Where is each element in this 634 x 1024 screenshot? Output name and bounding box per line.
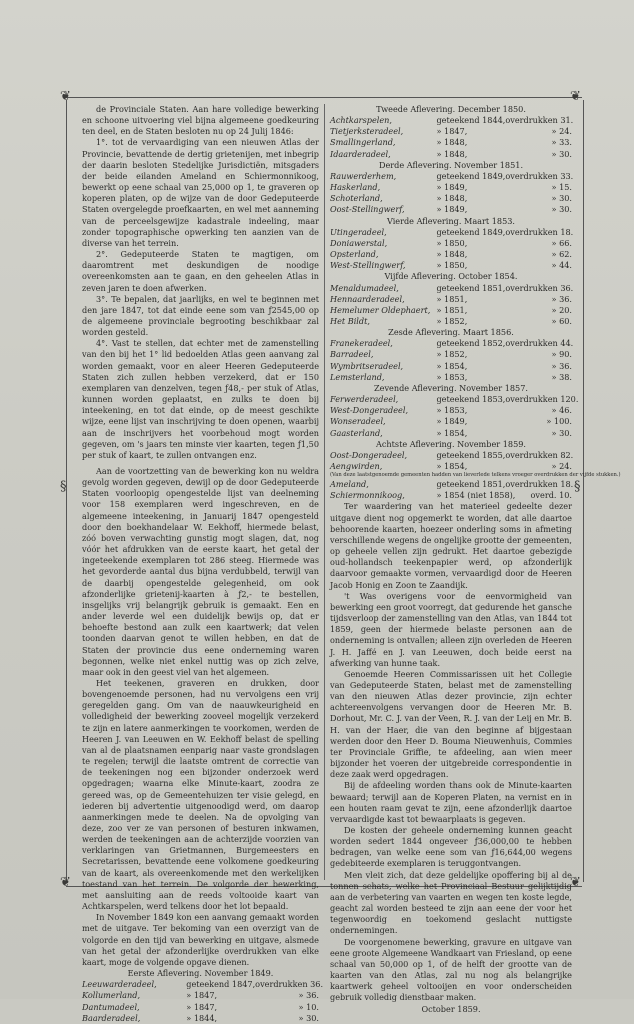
municipality-name: Baarderadeel, bbox=[82, 1012, 141, 1023]
section-heading: Tweede Aflevering. December 1850. bbox=[376, 104, 526, 114]
corner-ornament-bottom-right: ❦ bbox=[570, 875, 581, 890]
municipality-name: West-Dongeradeel, bbox=[330, 405, 409, 416]
municipality-name: Schiermonnikoog, bbox=[330, 490, 405, 501]
municipality-details bbox=[186, 990, 319, 1001]
paragraph: de Provinciale Staten. Aan hare volledige bewerking en schoone uitvoering viel bijna algemeene goedkeuring ten deel, en de Staten besloten nu op 24 Julij 1846: bbox=[82, 104, 319, 137]
paragraph: 3°. Te bepalen, dat jaarlijks, en wel te beginnen met den jare 1847, tot dat einde eene som van ƒ2545,00 op de algemeene provinciale begrooting beschikbaar zal worden gesteld. bbox=[82, 293, 319, 338]
paragraph: 4°. Vast te stellen, dat echter met de zamenstelling van den bij het 1° lid bedoelden Atlas geen aanvang zal worden gemaakt, voor en aleer Heeren Gedeputeerde Staten zich zullen hebben verzekerd, dat er 150 exemplaren van denzelven, tegen ƒ48,- per stuk of Atlas, kunnen worden geplaatst, en zulks te doen bij inteekening, en tot dat einde, op de meest geschikte wijze, eene lijst van inschrijving te doen openen, waarbij aan de inschrijvers het voorbehoud mogt worden gegeven, om 's jaars ten minste vier kaarten, tegen ƒ1,50 per stuk of kaart, te zullen ontvangen enz. bbox=[82, 338, 319, 460]
municipality-name: Franekeradeel, bbox=[330, 338, 393, 349]
municipality-details bbox=[436, 171, 573, 182]
drawn-year: » 1848, bbox=[436, 249, 468, 260]
list-item bbox=[330, 126, 572, 137]
corner-ornament-bottom-left: ❦ bbox=[60, 875, 71, 890]
section-heading: Eerste Aflevering. November 1849. bbox=[127, 968, 274, 979]
drawn-year: » 1848, bbox=[436, 193, 468, 204]
drawn-year: » 1851, bbox=[436, 293, 468, 304]
list-item bbox=[330, 416, 572, 427]
offprint-count: » 10. bbox=[298, 1001, 319, 1012]
paragraph: De kosten der geheele onderneming kunnen geacht worden sedert 1844 ongeveer ƒ36,000,00 te hebben bedragen, van welke eene som van ƒ16,644,00 wegens gedebiteerde exemplaren is teruggontvangen. bbox=[330, 825, 572, 869]
paragraph: Genoemde Heeren Commissarissen uit het Collegie van Gedeputeerde Staten, belast met de zamenstelling van den nieuwen Atlas dezer provincie, zijn echter achtereenvolgens vervangen door de Heeren Mr. B. Dorhout, Mr. C. J. van der Veen, R. J. van der Leij en Mr. B. H. van der Haer, die van den beginne af bijgestaan werden door den Heer D. Bouma Nieuwenhuis, Commies ter Provinciale Griffie, te afdeeling, aan wien meer bijzonder het voeren der uitgebreide correspondentie in deze zaak werd opgedragen. bbox=[330, 668, 572, 780]
municipality-name: Hemelumer Oldephaert, bbox=[330, 304, 431, 315]
list-item bbox=[330, 479, 572, 490]
list-item bbox=[330, 305, 572, 316]
municipality-name: Wonseradeel, bbox=[330, 416, 386, 427]
drawn-year: geteekend 1852, bbox=[436, 338, 506, 349]
list-item bbox=[330, 316, 572, 327]
corner-ornament-top-right: ❦ bbox=[570, 89, 581, 104]
paragraph: 't Was overigens voor de eenvormigheid van bewerking een groot voorregt, dat gedurende het gansche tijdsverloop der zamenstelling van den Atlas, van 1844 tot 1859, geen der hiermede belaste personen aan de onderneming is ontvallen; alleen zijn overleden de Heeren J. H. Jaffé en J. van Leeuwen, doch beide eerst na afwerking van hunne taak. bbox=[330, 590, 572, 668]
offprint-count: overdrukken 36. bbox=[255, 979, 324, 990]
offprint-count: overdrukken 44. bbox=[505, 338, 574, 349]
offprint-count: » 30. bbox=[551, 148, 572, 159]
drawn-year: » 1854, bbox=[436, 461, 468, 471]
municipality-name: Menaldumadeel, bbox=[330, 282, 399, 293]
list-item bbox=[330, 361, 572, 372]
offprint-count: » 36. bbox=[551, 360, 572, 371]
offprint-count: overdrukken 120. bbox=[505, 394, 579, 405]
list-item bbox=[330, 137, 572, 148]
drawn-year: geteekend 1855, bbox=[436, 449, 506, 460]
offprint-count: » 90. bbox=[551, 349, 572, 360]
section-heading: Vijfde Aflevering. October 1854. bbox=[384, 271, 518, 282]
municipality-name: Hennaarderadeel, bbox=[330, 293, 405, 304]
offprint-count: » 62. bbox=[551, 249, 572, 260]
list-item bbox=[82, 1013, 319, 1024]
municipality-name: Smallingerland, bbox=[330, 137, 396, 148]
section-heading: Derde Aflevering. November 1851. bbox=[378, 159, 524, 170]
municipality-name: Kollumerland, bbox=[82, 990, 141, 1001]
list-item bbox=[330, 260, 572, 271]
drawn-year: » 1854, bbox=[436, 427, 468, 438]
municipality-name: Leeuwarderadeel, bbox=[82, 979, 157, 990]
side-ornament-left: § bbox=[60, 479, 67, 494]
municipality-details bbox=[436, 316, 572, 327]
drawn-year: » 1849, bbox=[436, 416, 468, 427]
offprint-count: » 15. bbox=[551, 182, 572, 193]
municipality-name: Barradeel, bbox=[330, 349, 374, 360]
footnote: (Van deze laatstgenoemde gemeenten hadden van lieverlede telkens vroeger overdrukken der vijfde stukken.) bbox=[330, 472, 621, 479]
municipality-details bbox=[186, 1013, 319, 1024]
drawn-year: » 1852, bbox=[436, 349, 468, 360]
municipality-name: Aengwirden, bbox=[330, 461, 383, 471]
municipality-details bbox=[436, 126, 572, 137]
municipality-details bbox=[436, 227, 573, 238]
offprint-count: » 36. bbox=[551, 293, 572, 304]
offprint-count: » 100. bbox=[546, 416, 572, 427]
municipality-details bbox=[436, 193, 572, 204]
list-item bbox=[330, 283, 572, 294]
drawn-year: » 1850, bbox=[436, 237, 468, 248]
municipality-name: Ferwerderadeel, bbox=[330, 394, 399, 405]
offprint-count: » 24. bbox=[551, 461, 572, 471]
list-item bbox=[330, 490, 572, 501]
list-item bbox=[330, 405, 572, 416]
offprint-count: overdrukken 31. bbox=[505, 115, 574, 126]
municipality-details bbox=[436, 490, 572, 501]
municipality-details bbox=[436, 204, 572, 215]
drawn-year: geteekend 1853, bbox=[436, 394, 506, 405]
offprint-count: » 20. bbox=[551, 304, 572, 315]
list-item bbox=[330, 238, 572, 249]
drawn-year: » 1852, bbox=[436, 315, 468, 326]
list-item bbox=[330, 204, 572, 215]
paragraph: Het teekenen, graveren en drukken, door bovengenoemde personen, had nu vervolgens een vrij geregelden gang. Om van de naauwkeurigheid en volledigheid der bewerking zooveel mogelijk verzekerd te zijn en latere aanmerkingen te voorkomen, werden de Heeren J. van Leeuwen en W. Eekhoff belast de spelling van al de plaatsnamen eenparig naar vaste grondslagen te regelen; terwijl die laatste omtrent de correctie van de teekeningen nog een bijzonder onderzoek werd opgedragen; waarna elke Minute-kaart, zoodra ze gereed was, op de Gemeentehuizen ter visie gelegd, en iederen bij advertentie uitgenoodigd werd, om daarop aanmerkingen mede te deelen. Na de opvolging van deze, zoo ver ze van personen of besturen inkwamen, werden de teekeningen aan de achterzijde voorzien van verklaringen van Grietmannen, Burgemeesters en Secretarissen, bevattende eene volkomene goedkeuring van de kaart, als overeenkomende met den werkelijken toestand van het terrein. De volgorde der bewerking, met aansluiting aan de reeds voltooide kaart van Achtkarspelen, werd telkens door het lot bepaald. bbox=[82, 677, 319, 912]
municipality-details bbox=[436, 182, 572, 193]
municipality-details bbox=[436, 249, 572, 260]
offprint-count: » 36. bbox=[298, 990, 319, 1001]
municipality-details bbox=[436, 115, 573, 126]
offprint-count: » 30. bbox=[551, 427, 572, 438]
municipality-details bbox=[436, 238, 572, 249]
list-item bbox=[330, 349, 572, 360]
drawn-year: » 1853, bbox=[436, 371, 468, 382]
drawn-year: geteekend 1847, bbox=[186, 979, 256, 990]
municipality-details bbox=[436, 361, 572, 372]
municipality-name: Het Bildt, bbox=[330, 315, 370, 326]
drawn-year: » 1849, bbox=[436, 204, 468, 215]
list-item bbox=[330, 149, 572, 160]
municipality-name: Opsterland, bbox=[330, 249, 379, 260]
drawn-year: » 1851, bbox=[436, 304, 468, 315]
municipality-details bbox=[436, 260, 572, 271]
offprint-count: » 66. bbox=[551, 237, 572, 248]
list-item bbox=[330, 428, 572, 439]
drawn-year: geteekend 1849, bbox=[436, 170, 506, 181]
drawn-year: geteekend 1849, bbox=[436, 226, 506, 237]
municipality-name: Schoterland, bbox=[330, 193, 383, 204]
municipality-details bbox=[436, 405, 572, 416]
offprint-count: overdrukken 33. bbox=[505, 170, 574, 181]
list-item bbox=[330, 171, 572, 182]
paragraph: Ter waardering van het materieel gedeelte dezer uitgave dient nog opgemerkt te worden, dat alle daartoe behoorende kaarten, hoezeer onderling soms in afmeting verschillende wegens de ongelijke grootte der gemeenten, op geheele vellen zijn gedrukt. Het daartoe gebezigde oud-hollandsch teekenpapier werd, op afzonderlijk daarvoor gemaakte vormen, vervaardigd door de Heeren Jacob Honig en Zoon te Zaandijk. bbox=[330, 501, 572, 590]
municipality-name: Idaarderadeel, bbox=[330, 148, 391, 159]
drawn-year: » 1854 (niet 1858), bbox=[436, 490, 516, 501]
list-item bbox=[82, 979, 324, 990]
offprint-count: » 30. bbox=[551, 204, 572, 215]
municipality-details bbox=[436, 305, 572, 316]
municipality-details bbox=[436, 461, 572, 472]
offprint-count: » 38. bbox=[551, 371, 572, 382]
list-item bbox=[330, 394, 579, 405]
offprint-count: » 46. bbox=[551, 405, 572, 416]
drawn-year: » 1850, bbox=[436, 260, 468, 271]
municipality-name: Oost-Stellingwerf, bbox=[330, 204, 405, 215]
drawn-year: » 1844, bbox=[186, 1012, 218, 1023]
municipality-name: Rauwerderhem, bbox=[330, 170, 397, 181]
drawn-year: » 1848, bbox=[436, 148, 468, 159]
municipality-details bbox=[436, 394, 578, 405]
drawn-year: geteekend 1844, bbox=[436, 115, 506, 126]
municipality-details bbox=[436, 294, 572, 305]
municipality-details bbox=[436, 149, 572, 160]
municipality-details bbox=[186, 1002, 319, 1013]
municipality-name: Doniawerstal, bbox=[330, 237, 388, 248]
list-item bbox=[82, 1002, 319, 1013]
offprint-count: overdrukken 18. bbox=[505, 226, 574, 237]
list-item bbox=[330, 372, 572, 383]
offprint-count: » 30. bbox=[298, 1012, 319, 1023]
municipality-details bbox=[436, 372, 572, 383]
paragraph: 2°. Gedeputeerde Staten te magtigen, om daaromtrent met deskundigen de noodige overeenkomsten aan te gaan, en den geheelen Atlas in zeven jaren te doen afwerken. bbox=[82, 249, 319, 293]
section-heading: Vierde Aflevering. Maart 1853. bbox=[386, 215, 516, 226]
municipality-details bbox=[436, 428, 572, 439]
left-text-column bbox=[82, 104, 324, 1023]
municipality-name: Haskerland, bbox=[330, 182, 381, 193]
drawn-year: geteekend 1851, bbox=[436, 479, 506, 490]
offprint-count: » 60. bbox=[551, 315, 572, 326]
municipality-name: Tietjerksteradeel, bbox=[330, 126, 404, 137]
list-item bbox=[82, 990, 319, 1001]
municipality-name: Gaasterland, bbox=[330, 427, 383, 438]
section-heading: October 1859. bbox=[421, 1003, 481, 1014]
municipality-details bbox=[436, 338, 573, 349]
municipality-name: Utingeradeel, bbox=[330, 226, 387, 237]
list-item bbox=[330, 249, 572, 260]
drawn-year: » 1848, bbox=[436, 137, 468, 148]
list-item bbox=[330, 450, 572, 461]
paragraph: Bij de afdeeling worden thans ook de Minute-kaarten bewaard; terwijl aan de Koperen Platen, na vernist en in een houten raam gevat te zijn, eene afzonderlijk daartoe vervaardigde kast tot bewaarplaats is gegeven. bbox=[330, 780, 572, 824]
corner-ornament-top-left: ❦ bbox=[60, 89, 71, 104]
municipality-name: Wymbritseradeel, bbox=[330, 360, 404, 371]
municipality-name: Ameland, bbox=[330, 479, 369, 490]
list-item bbox=[330, 193, 572, 204]
drawn-year: » 1847, bbox=[186, 990, 218, 1001]
drawn-year: » 1849, bbox=[436, 182, 468, 193]
drawn-year: geteekend 1851, bbox=[436, 282, 506, 293]
municipality-details bbox=[186, 979, 323, 990]
list-item bbox=[330, 182, 572, 193]
municipality-name: Dantumadeel, bbox=[82, 1001, 140, 1012]
section-heading: Zesde Aflevering. Maart 1856. bbox=[388, 327, 514, 338]
offprint-count: overdrukken 18. bbox=[505, 479, 574, 490]
municipality-details bbox=[436, 349, 572, 360]
list-item bbox=[330, 115, 572, 126]
section-heading: Achtste Aflevering. November 1859. bbox=[375, 438, 526, 449]
drawn-year: » 1847, bbox=[186, 1001, 218, 1012]
municipality-name: Lemsterland, bbox=[330, 371, 385, 382]
paragraph: Aan de voortzetting van de bewerking kon nu weldra gevolg worden gegeven, dewijl op de door Gedeputeerde Staten voorloopig opengestelde lijst van deelneming voor 158 exemplaren werd ingeschreven, en de algemeene inteekening, in Januarij 1847 opengesteld door den boekhandelaar W. Eekhoff, hiermede belast, zóó boven verwachting gunstig mogt slagen, dat, nog vóór het afdrukken van de eerste kaart, het getal der ingeteekende exemplaren tot 286 steeg. Hiermede was het gevorderde aantal dus bijna verdubbeld, terwijl van de daarbij opengestelde gelegenheid, om ook afzonderlijke grietenij-kaarten à ƒ2,- te bestellen, insgelijks vrij belangrijk gebruik is gemaakt. Een en ander leverde wel een duidelijk bewijs op, dat er behoefte bestond aan zulk een kaartwerk; dat velen toonden daarvan genot te willen hebben, en dat de Staten der provincie dus eene onderneming waren begonnen, welke niet enkel nuttig was op zich zelve, maar ook in den geest viel van het algemeen. bbox=[82, 466, 319, 677]
offprint-count: » 24. bbox=[551, 126, 572, 137]
offprint-count: » 30. bbox=[551, 193, 572, 204]
offprint-count: » 33. bbox=[551, 137, 572, 148]
paragraph: 1°. tot de vervaardiging van een nieuwen Atlas der Provincie, bevattende de dertig grietenijen, met inbegrip der daarin besloten Stedelijke Jurisdictiën, mitsgaders der beide eilanden Ameland en Schiermonnikoog, bewerkt op eene schaal van 25,000 op 1, te graveren op koperen platen, op de wijze van de door Gedeputeerde Staten overgelegde proefkaarten, en wel met aanneming van de perceelsgewijze kadastrale indeeling, maar zonder topographische opwerking ten aanzien van de diverse van het terrein. bbox=[82, 137, 319, 248]
list-item bbox=[330, 461, 572, 472]
right-text-column bbox=[330, 104, 621, 1014]
municipality-details bbox=[436, 416, 572, 427]
offprint-count: overd. 10. bbox=[530, 490, 572, 501]
paragraph: Men vleit zich, dat deze geldelijke opoffering bij al de tonnen schats, welke het Provinciaal Bestuur gelijktijdig aan de verbetering van vaarten en wegen ten koste legde, geacht zal worden besteed te zijn aan eene der voor het tegenwoordig en toekomend geslacht nuttigste ondernemingen. bbox=[330, 869, 572, 936]
list-item bbox=[330, 338, 572, 349]
list-item bbox=[330, 227, 572, 238]
offprint-count: overdrukken 82. bbox=[505, 449, 574, 460]
drawn-year: » 1854, bbox=[436, 360, 468, 371]
municipality-details bbox=[436, 450, 573, 461]
municipality-name: West-Stellingwerf, bbox=[330, 260, 406, 271]
paragraph: In November 1849 kon een aanvang gemaakt worden met de uitgave. Ter bekoming van een overzigt van de volgorde en den tijd van bewerking en uitgave, alsmede van het getal der afzonderlijke overdrukken van elke kaart, moge de volgende opgave dienen. bbox=[82, 912, 319, 967]
municipality-name: Oost-Dongeradeel, bbox=[330, 449, 408, 460]
paragraph: De voorgenomene bewerking, gravure en uitgave van eene groote Algemeene Wandkaart van Friesland, op eene schaal van 50,000 op 1, of de helft der grootte van de kaarten van den Atlas, zal nu nog als belangrijke kaartwerk geheel voltooijen en voor onderscheiden gebruik volledig dienstbaar maken. bbox=[330, 936, 572, 1003]
section-heading: Zevende Aflevering. November 1857. bbox=[374, 382, 528, 393]
offprint-count: » 44. bbox=[551, 260, 572, 271]
municipality-name: Achtkarspelen, bbox=[330, 115, 392, 126]
drawn-year: » 1853, bbox=[436, 405, 468, 416]
municipality-details bbox=[436, 137, 572, 148]
municipality-details bbox=[436, 479, 573, 490]
column-divider bbox=[324, 104, 325, 880]
list-item bbox=[330, 294, 572, 305]
drawn-year: » 1847, bbox=[436, 126, 468, 137]
side-ornament-right: § bbox=[574, 479, 581, 494]
municipality-details bbox=[436, 283, 573, 294]
offprint-count: overdrukken 36. bbox=[505, 282, 574, 293]
